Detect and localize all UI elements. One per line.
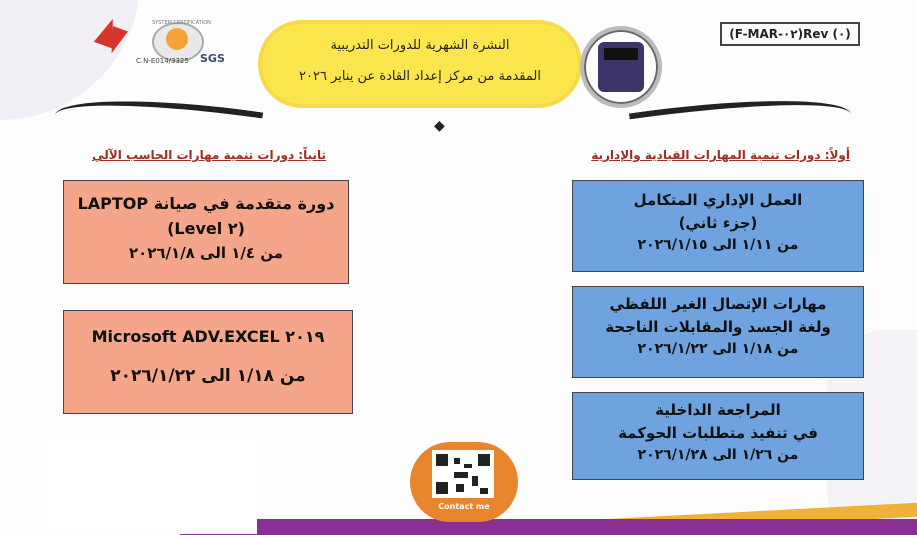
certification-code: C.N-E014/3325	[136, 57, 189, 65]
course-title: Microsoft ADV.EXCEL ٢٠١٩	[91, 327, 325, 346]
decorative-swoosh	[55, 84, 263, 144]
header-subtitle: المقدمة من مركز إعداد القادة عن يناير ٢٠٢٦	[299, 69, 541, 84]
course-subtitle: (Level ٢)	[167, 219, 245, 238]
contact-label: Contact me	[438, 502, 490, 511]
certification-arc-text: SYSTEM CERTIFICATION	[152, 20, 211, 26]
course-card	[572, 392, 864, 480]
section-title-leadership: أولاً: دورات تنمية المهارات القيادية والإدارية	[591, 148, 850, 162]
course-title: مهارات الإتصال الغير اللفظي	[609, 295, 827, 313]
decorative-band	[180, 519, 917, 535]
blank-area	[47, 434, 257, 534]
course-card	[63, 310, 353, 414]
section-title-computer: ثانياً: دورات تنمية مهارات الحاسب الآلي	[92, 148, 326, 162]
course-subtitle: ولغة الجسد والمقابلات الناجحة	[605, 318, 831, 336]
course-subtitle: في تنفيذ متطلبات الحوكمة	[618, 424, 818, 442]
contact-qr-badge[interactable]	[410, 442, 518, 522]
course-subtitle: (جزء ثاني)	[678, 214, 758, 232]
course-dates: من ١/١٨ الى ٢٠٢٦/١/٢٢	[637, 341, 799, 357]
course-dates: من ١/١٨ الى ٢٠٢٦/١/٢٢	[110, 366, 306, 386]
course-dates: من ١/١١ الى ٢٠٢٦/١/١٥	[637, 237, 799, 253]
header-banner	[262, 24, 578, 104]
lightning-icon	[90, 18, 130, 58]
course-title: دورة متقدمة في صيانة LAPTOP	[77, 194, 335, 213]
header-title: النشرة الشهرية للدورات التدريبية	[330, 38, 510, 53]
course-dates: من ١/٢٦ الى ٢٠٢٦/١/٢٨	[637, 447, 799, 463]
qr-code-icon[interactable]	[432, 450, 494, 498]
course-card	[63, 180, 349, 284]
course-card	[572, 180, 864, 272]
course-card	[572, 286, 864, 378]
check-icon	[166, 28, 188, 50]
decorative-swoosh	[629, 83, 851, 145]
course-dates: من ١/٤ الى ٢٠٢٦/١/٨	[128, 244, 284, 262]
course-title: المراجعة الداخلية	[655, 401, 781, 419]
graduation-cap-icon	[604, 48, 638, 60]
seal-icon	[580, 26, 662, 108]
course-title: العمل الإداري المتكامل	[633, 191, 803, 209]
diamond-icon: ◆	[434, 118, 445, 134]
form-code: (F-MAR-٠٢)Rev (٠)	[720, 22, 860, 46]
sgs-brand: SGS	[200, 52, 225, 65]
